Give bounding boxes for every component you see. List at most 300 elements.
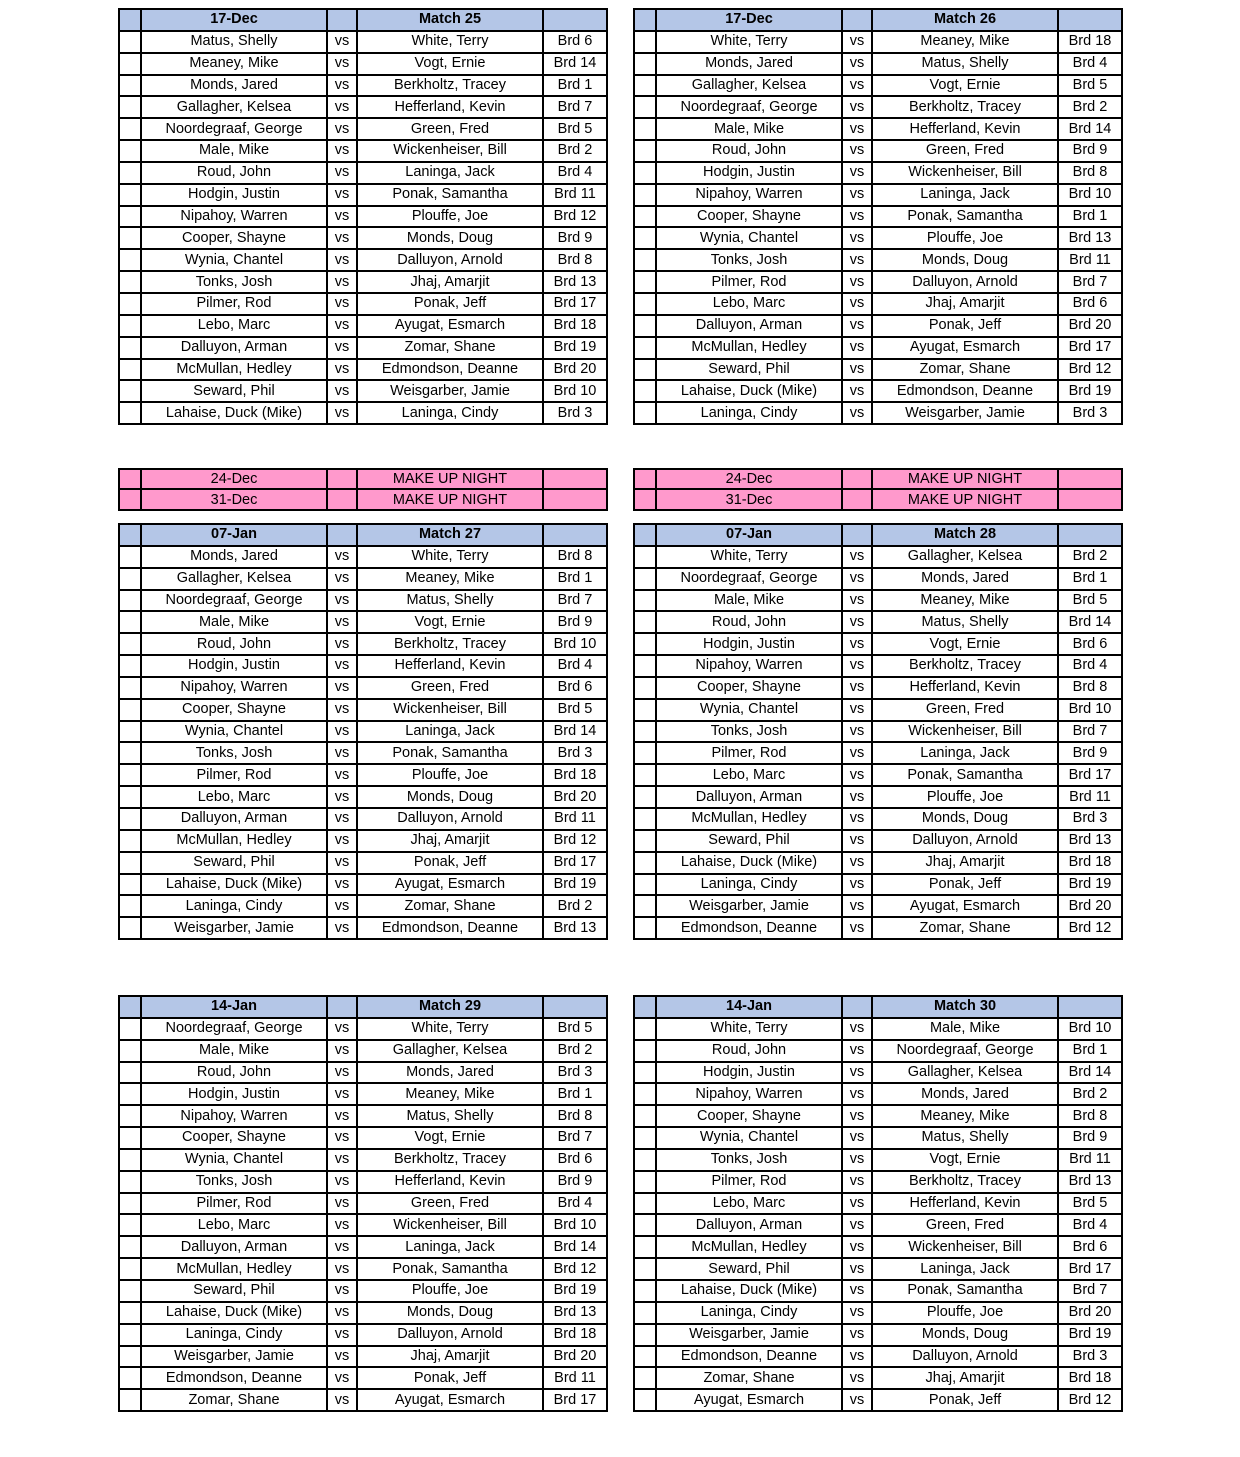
blank-cell [119, 524, 141, 546]
player-1: Wynia, Chantel [656, 699, 842, 721]
blank-cell [634, 227, 656, 249]
blank-cell [119, 721, 141, 743]
blank-cell [119, 633, 141, 655]
player-1: Edmondson, Deanne [656, 917, 842, 939]
board-number: Brd 1 [543, 568, 607, 590]
board-number: Brd 17 [543, 1389, 607, 1411]
vs-label: vs [327, 1040, 357, 1062]
vs-label: vs [327, 874, 357, 896]
board-number: Brd 14 [1058, 611, 1122, 633]
vs-label: vs [842, 1127, 872, 1149]
pairing-row [634, 764, 1122, 786]
blank-cell [119, 699, 141, 721]
blank-cell [634, 53, 656, 75]
player-1: Pilmer, Rod [656, 742, 842, 764]
blank-cell [119, 764, 141, 786]
pairing-row [634, 1367, 1122, 1389]
board-number: Brd 6 [543, 31, 607, 53]
pairing-row [119, 271, 607, 293]
player-1: Wynia, Chantel [141, 249, 327, 271]
player-2: Dalluyon, Arnold [357, 1324, 543, 1346]
blank-cell [634, 96, 656, 118]
board-number: Brd 19 [1058, 874, 1122, 896]
vs-label: vs [842, 764, 872, 786]
vs-label: vs [842, 917, 872, 939]
pairing-row [119, 1302, 607, 1324]
board-number: Brd 9 [543, 227, 607, 249]
match-27-table [118, 523, 608, 940]
player-1: White, Terry [656, 546, 842, 568]
player-2: Wickenheiser, Bill [872, 1236, 1058, 1258]
player-1: Lebo, Marc [656, 764, 842, 786]
blank-cell [119, 1214, 141, 1236]
blank-cell [634, 380, 656, 402]
player-2: Wickenheiser, Bill [872, 162, 1058, 184]
player-1: Hodgin, Justin [656, 162, 842, 184]
blank-cell [634, 1258, 656, 1280]
player-1: Nipahoy, Warren [656, 1083, 842, 1105]
player-2: Jhaj, Amarjit [357, 271, 543, 293]
player-2: Plouffe, Joe [872, 227, 1058, 249]
blank-cell [634, 633, 656, 655]
player-2: Wickenheiser, Bill [872, 721, 1058, 743]
player-2: Jhaj, Amarjit [872, 1367, 1058, 1389]
pairing-row [119, 677, 607, 699]
blank-cell [634, 721, 656, 743]
player-1: Seward, Phil [656, 1258, 842, 1280]
player-2: Hefferland, Kevin [872, 118, 1058, 140]
player-1: Monds, Jared [141, 546, 327, 568]
vs-label: vs [327, 1171, 357, 1193]
player-2: Matus, Shelly [872, 1127, 1058, 1149]
pairing-row [119, 1258, 607, 1280]
blank-cell [634, 1018, 656, 1040]
player-1: Pilmer, Rod [656, 1171, 842, 1193]
vs-label: vs [327, 895, 357, 917]
player-2: Laninga, Jack [872, 1258, 1058, 1280]
player-2: Berkholtz, Tracey [872, 96, 1058, 118]
blank-cell [543, 489, 607, 509]
blank-cell [634, 1324, 656, 1346]
blank-cell [119, 96, 141, 118]
blank-cell [119, 162, 141, 184]
blank-cell [119, 1346, 141, 1368]
board-number: Brd 3 [543, 742, 607, 764]
blank-cell [634, 359, 656, 381]
pairing-row [119, 1040, 607, 1062]
board-number: Brd 9 [1058, 742, 1122, 764]
player-1: Lahaise, Duck (Mike) [656, 852, 842, 874]
board-number: Brd 3 [543, 402, 607, 424]
board-number: Brd 13 [543, 917, 607, 939]
pairing-row [119, 402, 607, 424]
board-number: Brd 3 [1058, 402, 1122, 424]
board-number: Brd 12 [543, 206, 607, 228]
blank-cell [634, 1127, 656, 1149]
blank-cell [119, 469, 141, 489]
board-number: Brd 18 [543, 315, 607, 337]
vs-label: vs [327, 764, 357, 786]
pairing-row [119, 31, 607, 53]
vs-label: vs [327, 1302, 357, 1324]
blank-cell [634, 917, 656, 939]
board-number: Brd 11 [1058, 249, 1122, 271]
player-1: Zomar, Shane [141, 1389, 327, 1411]
player-2: Ponak, Jeff [872, 1389, 1058, 1411]
vs-label: vs [842, 31, 872, 53]
pairing-row [119, 917, 607, 939]
vs-label: vs [327, 227, 357, 249]
player-1: Gallagher, Kelsea [141, 568, 327, 590]
vs-label: vs [327, 677, 357, 699]
board-number: Brd 4 [1058, 1214, 1122, 1236]
player-2: Zomar, Shane [357, 895, 543, 917]
player-1: Pilmer, Rod [656, 271, 842, 293]
player-1: Lebo, Marc [141, 315, 327, 337]
board-number: Brd 18 [1058, 852, 1122, 874]
player-2: Green, Fred [357, 118, 543, 140]
player-2: Dalluyon, Arnold [357, 249, 543, 271]
blank-cell [634, 1346, 656, 1368]
blank-cell [119, 1258, 141, 1280]
pairing-row [634, 402, 1122, 424]
board-number: Brd 10 [1058, 699, 1122, 721]
pairing-row [119, 1105, 607, 1127]
board-number: Brd 4 [1058, 53, 1122, 75]
vs-label: vs [327, 1018, 357, 1040]
pairing-row [119, 1346, 607, 1368]
board-number: Brd 11 [1058, 1149, 1122, 1171]
blank-cell [119, 31, 141, 53]
pairing-row [119, 227, 607, 249]
pairing-row [634, 1083, 1122, 1105]
pairing-row [634, 786, 1122, 808]
blank-cell [634, 852, 656, 874]
pairing-row [634, 184, 1122, 206]
blank-cell [634, 590, 656, 612]
player-1: McMullan, Hedley [656, 337, 842, 359]
blank-cell [634, 75, 656, 97]
pairing-row [634, 721, 1122, 743]
blank-cell [119, 1083, 141, 1105]
board-number: Brd 2 [543, 895, 607, 917]
pairing-row [634, 1171, 1122, 1193]
vs-label: vs [842, 1171, 872, 1193]
vs-label: vs [842, 315, 872, 337]
player-2: Ponak, Samantha [872, 206, 1058, 228]
vs-label: vs [842, 1214, 872, 1236]
player-2: Wickenheiser, Bill [357, 1214, 543, 1236]
player-1: Gallagher, Kelsea [141, 96, 327, 118]
pairing-row [634, 96, 1122, 118]
player-2: Zomar, Shane [872, 359, 1058, 381]
pairing-row [119, 359, 607, 381]
pairing-row [119, 1214, 607, 1236]
board-number: Brd 18 [1058, 1367, 1122, 1389]
blank-cell [119, 140, 141, 162]
blank-cell [634, 162, 656, 184]
vs-label: vs [327, 546, 357, 568]
player-2: Weisgarber, Jamie [357, 380, 543, 402]
player-2: Vogt, Ernie [872, 633, 1058, 655]
player-2: White, Terry [357, 546, 543, 568]
vs-label: vs [842, 249, 872, 271]
blank-cell [634, 996, 656, 1018]
board-number: Brd 14 [1058, 118, 1122, 140]
blank-cell [634, 1083, 656, 1105]
player-1: Lebo, Marc [656, 293, 842, 315]
pairing-row [634, 1149, 1122, 1171]
blank-cell [634, 1214, 656, 1236]
vs-label: vs [327, 96, 357, 118]
vs-label: vs [327, 53, 357, 75]
header-row [119, 996, 607, 1018]
board-number: Brd 12 [1058, 917, 1122, 939]
header-row [634, 9, 1122, 31]
player-2: Male, Mike [872, 1018, 1058, 1040]
board-number: Brd 10 [543, 1214, 607, 1236]
blank-cell [119, 1236, 141, 1258]
pairing-row [634, 140, 1122, 162]
board-number: Brd 12 [543, 830, 607, 852]
makeup-nights-left [118, 468, 608, 511]
header-row [634, 996, 1122, 1018]
pairing-row [634, 590, 1122, 612]
player-1: Male, Mike [141, 1040, 327, 1062]
board-number: Brd 20 [1058, 315, 1122, 337]
blank-cell [634, 9, 656, 31]
board-number: Brd 7 [543, 1127, 607, 1149]
blank-cell [1058, 524, 1122, 546]
pairing-row [119, 1280, 607, 1302]
player-2: Ponak, Jeff [872, 874, 1058, 896]
vs-label: vs [327, 293, 357, 315]
blank-cell [119, 337, 141, 359]
board-number: Brd 4 [1058, 655, 1122, 677]
player-1: Seward, Phil [141, 852, 327, 874]
player-2: Ayugat, Esmarch [357, 874, 543, 896]
player-1: Monds, Jared [656, 53, 842, 75]
pairing-row [634, 917, 1122, 939]
pairing-row [634, 1258, 1122, 1280]
player-1: Noordegraaf, George [656, 96, 842, 118]
vs-label: vs [842, 184, 872, 206]
vs-label: vs [842, 118, 872, 140]
player-2: Hefferland, Kevin [357, 96, 543, 118]
vs-label: vs [842, 874, 872, 896]
match-25-table [118, 8, 608, 425]
blank-cell [119, 1062, 141, 1084]
player-2: Berkholtz, Tracey [357, 75, 543, 97]
player-2: Zomar, Shane [357, 337, 543, 359]
vs-label: vs [327, 402, 357, 424]
vs-label: vs [327, 1389, 357, 1411]
pairing-row [119, 118, 607, 140]
player-1: Lebo, Marc [141, 786, 327, 808]
player-1: Lahaise, Duck (Mike) [141, 1302, 327, 1324]
blank-cell [119, 1367, 141, 1389]
player-2: Vogt, Ernie [872, 1149, 1058, 1171]
board-number: Brd 4 [543, 162, 607, 184]
player-2: Gallagher, Kelsea [872, 546, 1058, 568]
player-2: Ponak, Jeff [357, 1367, 543, 1389]
player-2: Wickenheiser, Bill [357, 140, 543, 162]
player-1: McMullan, Hedley [656, 1236, 842, 1258]
player-2: Zomar, Shane [872, 917, 1058, 939]
player-2: Monds, Doug [357, 786, 543, 808]
pairing-row [634, 1062, 1122, 1084]
board-number: Brd 13 [543, 1302, 607, 1324]
match-date: 07-Jan [141, 524, 327, 546]
player-1: Meaney, Mike [141, 53, 327, 75]
pairing-row [634, 699, 1122, 721]
blank-cell [1058, 9, 1122, 31]
player-1: Nipahoy, Warren [141, 677, 327, 699]
pairing-row [634, 75, 1122, 97]
blank-cell [634, 874, 656, 896]
board-number: Brd 11 [1058, 786, 1122, 808]
player-1: Lebo, Marc [141, 1214, 327, 1236]
board-number: Brd 8 [1058, 162, 1122, 184]
player-2: Edmondson, Deanne [357, 359, 543, 381]
player-1: Noordegraaf, George [141, 118, 327, 140]
pairing-row [634, 315, 1122, 337]
blank-cell [119, 1171, 141, 1193]
player-2: Jhaj, Amarjit [872, 293, 1058, 315]
match-title: Match 28 [872, 524, 1058, 546]
blank-cell [634, 469, 656, 489]
match-28-table [633, 523, 1123, 940]
vs-label: vs [327, 1258, 357, 1280]
pairing-row [634, 1105, 1122, 1127]
pairing-row [119, 808, 607, 830]
player-1: Lahaise, Duck (Mike) [141, 402, 327, 424]
pairing-row [119, 162, 607, 184]
pairing-row [119, 249, 607, 271]
vs-label: vs [327, 786, 357, 808]
board-number: Brd 17 [1058, 1258, 1122, 1280]
player-2: Hefferland, Kevin [872, 1193, 1058, 1215]
blank-cell [634, 293, 656, 315]
board-number: Brd 2 [543, 140, 607, 162]
vs-label: vs [842, 633, 872, 655]
player-1: Laninga, Cindy [141, 1324, 327, 1346]
vs-label: vs [842, 140, 872, 162]
player-2: Berkholtz, Tracey [872, 655, 1058, 677]
player-1: Wynia, Chantel [656, 227, 842, 249]
player-1: Cooper, Shayne [141, 699, 327, 721]
player-2: Hefferland, Kevin [872, 677, 1058, 699]
blank-cell [634, 808, 656, 830]
player-2: Hefferland, Kevin [357, 1171, 543, 1193]
blank-cell [327, 489, 357, 509]
makeup-date: 31-Dec [656, 489, 842, 509]
vs-label: vs [842, 293, 872, 315]
pairing-row [119, 721, 607, 743]
vs-label: vs [842, 1324, 872, 1346]
player-2: Berkholtz, Tracey [872, 1171, 1058, 1193]
player-2: Meaney, Mike [357, 568, 543, 590]
blank-cell [119, 1127, 141, 1149]
pairing-row [119, 852, 607, 874]
blank-cell [119, 546, 141, 568]
vs-label: vs [327, 917, 357, 939]
blank-cell [634, 524, 656, 546]
blank-cell [634, 895, 656, 917]
board-number: Brd 4 [543, 1193, 607, 1215]
player-2: Green, Fred [357, 677, 543, 699]
blank-cell [634, 611, 656, 633]
vs-label: vs [327, 852, 357, 874]
player-2: Monds, Jared [357, 1062, 543, 1084]
player-1: McMullan, Hedley [141, 359, 327, 381]
pairing-row [634, 31, 1122, 53]
pairing-row [634, 633, 1122, 655]
vs-label: vs [327, 118, 357, 140]
board-number: Brd 11 [543, 1367, 607, 1389]
vs-label: vs [842, 677, 872, 699]
player-2: Matus, Shelly [872, 611, 1058, 633]
pairing-row [634, 249, 1122, 271]
blank-cell [634, 1302, 656, 1324]
vs-label: vs [327, 721, 357, 743]
blank-cell [119, 271, 141, 293]
match-title: Match 26 [872, 9, 1058, 31]
pairing-row [119, 590, 607, 612]
blank-cell [119, 655, 141, 677]
player-2: Green, Fred [872, 699, 1058, 721]
vs-label: vs [327, 1214, 357, 1236]
player-1: Pilmer, Rod [141, 764, 327, 786]
blank-cell [119, 830, 141, 852]
makeup-row [634, 469, 1122, 489]
pairing-row [634, 611, 1122, 633]
vs-label: vs [842, 1105, 872, 1127]
board-number: Brd 9 [543, 611, 607, 633]
player-2: Monds, Doug [357, 1302, 543, 1324]
pairing-row [634, 1302, 1122, 1324]
board-number: Brd 4 [543, 655, 607, 677]
pairing-row [634, 895, 1122, 917]
player-1: Dalluyon, Arman [141, 1236, 327, 1258]
player-2: White, Terry [357, 31, 543, 53]
pairing-row [634, 546, 1122, 568]
blank-cell [327, 524, 357, 546]
pairing-row [634, 655, 1122, 677]
blank-cell [634, 1040, 656, 1062]
vs-label: vs [842, 206, 872, 228]
board-number: Brd 17 [543, 852, 607, 874]
board-number: Brd 20 [1058, 895, 1122, 917]
blank-cell [634, 742, 656, 764]
board-number: Brd 19 [543, 1280, 607, 1302]
board-number: Brd 20 [543, 359, 607, 381]
blank-cell [327, 9, 357, 31]
player-2: Wickenheiser, Bill [357, 699, 543, 721]
vs-label: vs [842, 1280, 872, 1302]
blank-cell [634, 249, 656, 271]
blank-cell [634, 830, 656, 852]
player-1: Laninga, Cindy [656, 874, 842, 896]
board-number: Brd 5 [543, 1018, 607, 1040]
pairing-row [634, 118, 1122, 140]
blank-cell [119, 75, 141, 97]
board-number: Brd 17 [1058, 764, 1122, 786]
player-1: Cooper, Shayne [656, 1105, 842, 1127]
blank-cell [119, 742, 141, 764]
vs-label: vs [327, 31, 357, 53]
match-date: 14-Jan [656, 996, 842, 1018]
